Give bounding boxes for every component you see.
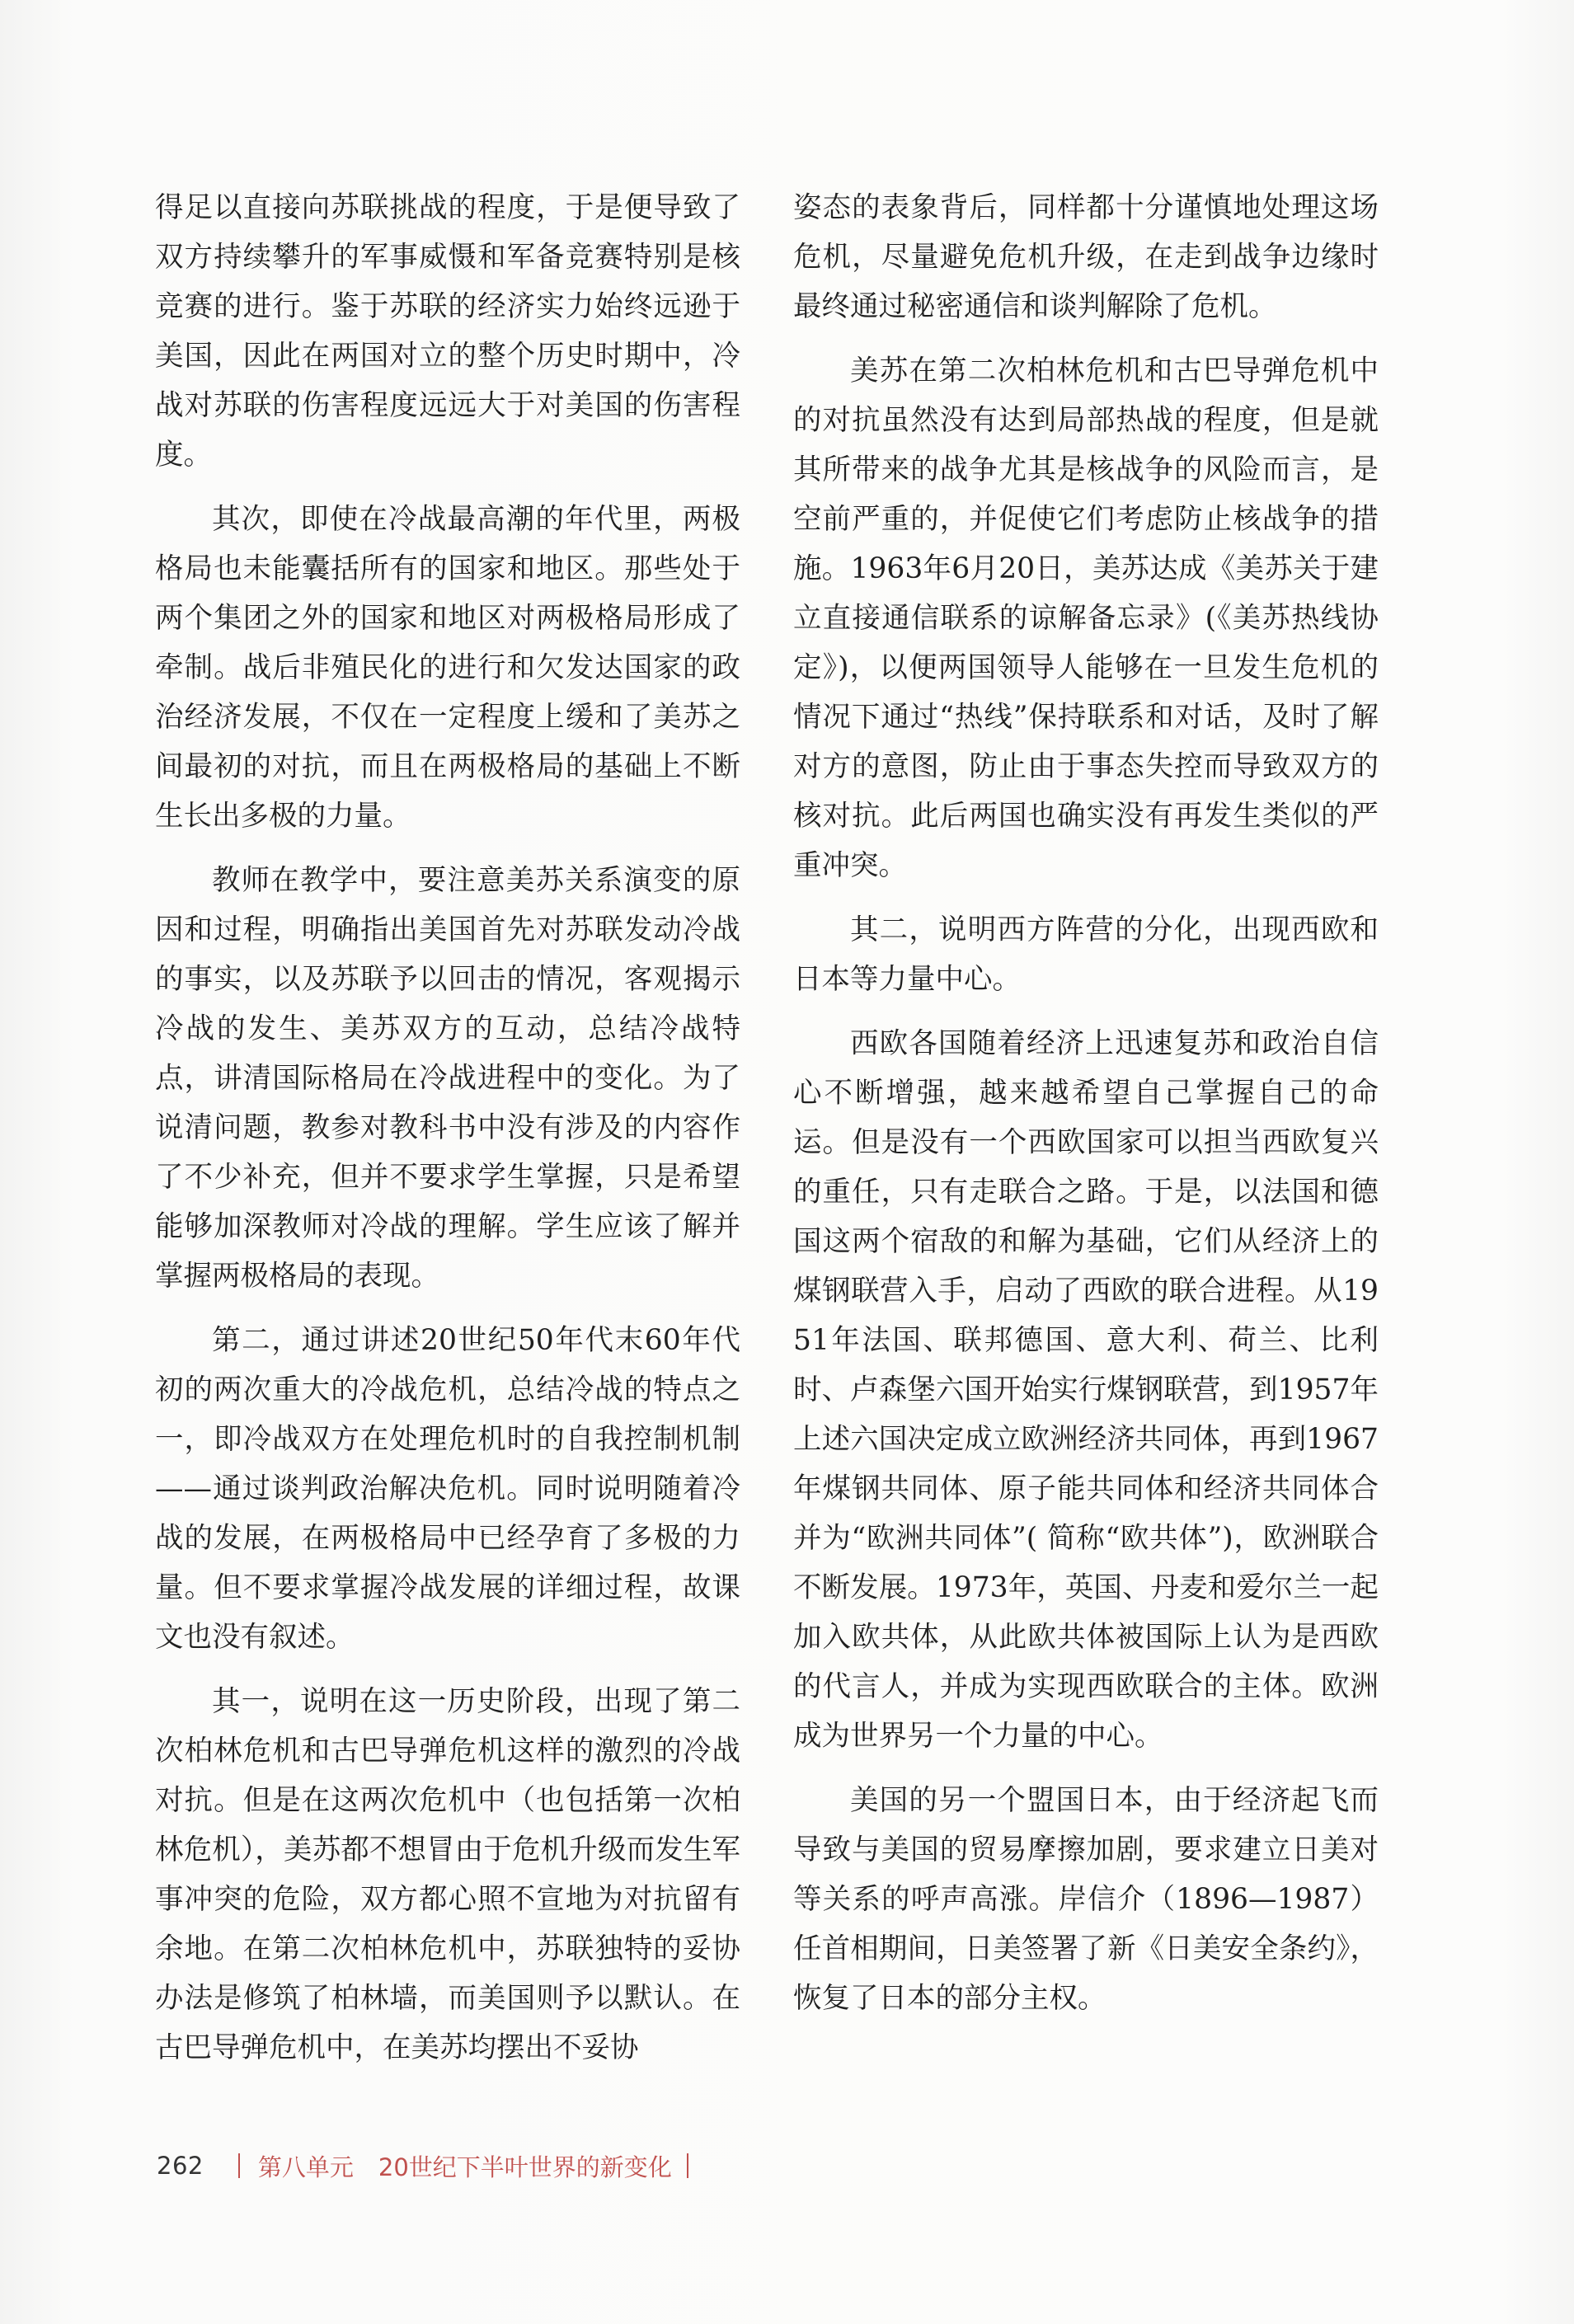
footer-divider-end: [687, 2153, 688, 2178]
page-number: 262: [157, 2152, 204, 2180]
paragraph: 第二，通过讲述20世纪50年代末60年代初的两次重大的冷战危机，总结冷战的特点之一，即冷战双方在处理危机时的自我控制机制——通过谈判政治解决危机。同时说明随着冷战的发展，在两极格局中已经孕育了多极的力量。但不要求掌握冷战发展的详细过程，故课文也没有叙述。: [155, 1324, 740, 1654]
unit-label: 第八单元: [257, 2153, 354, 2181]
paragraph: 得足以直接向苏联挑战的程度，于是便导致了双方持续攀升的军事威慑和军备竞赛特别是核竞赛的进行。鉴于苏联的经济实力始终远逊于美国，因此在两国对立的整个历史时期中，冷战对苏联的伤害程度远远大于对美国的伤害程度。: [155, 191, 740, 472]
paragraph: 教师在教学中，要注意美苏关系演变的原因和过程，明确指出美国首先对苏联发动冷战的事实，以及苏联予以回击的情况，客观揭示冷战的发生、美苏双方的互动，总结冷战特点，讲清国际格局在冷战进程中的变化。为了说清问题，教参对教科书中没有涉及的内容作了不少补充，但并不要求学生掌握，只是希望能够加深教师对冷战的理解。学生应该了解并掌握两极格局的表现。: [155, 864, 740, 1293]
page-footer: [157, 2145, 688, 2186]
paragraph: 美苏在第二次柏林危机和古巴导弹危机中的对抗虽然没有达到局部热战的程度，但是就其所带来的战争尤其是核战争的风险而言，是空前严重的，并促使它们考虑防止核战争的措施。1963年6月20日，美苏达成《美苏关于建立直接通信联系的谅解备忘录》(《美苏热线协定》)，以便两国领导人能够在一旦发生危机的情况下通过“热线”保持联系和对话，及时了解对方的意图，防止由于事态失控而导致双方的核对抗。此后两国也确实没有再发生类似的严重冲突。: [793, 354, 1379, 882]
paragraph: 姿态的表象背后，同样都十分谨慎地处理这场危机，尽量避免危机升级，在走到战争边缘时最终通过秘密通信和谈判解除了危机。: [793, 191, 1379, 323]
left-text-column: [155, 183, 740, 2087]
paragraph: 其一，说明在这一历史阶段，出现了第二次柏林危机和古巴导弹危机这样的激烈的冷战对抗。但是在这两次危机中（也包括第一次柏林危机），美苏都不想冒由于危机升级而发生军事冲突的危险，双方都心照不宣地为对抗留有余地。在第二次柏林危机中，苏联独特的妥协办法是修筑了柏林墙，而美国则予以默认。在古巴导弹危机中，在美苏均摆出不妥协: [155, 1685, 740, 2064]
paragraph: 美国的另一个盟国日本，由于经济起飞而导致与美国的贸易摩擦加剧，要求建立日美对等关系的呼声高涨。岸信介（1896—1987）任首相期间，日美签署了新《日美安全条约》，恢复了日本的部分主权。: [793, 1784, 1379, 2015]
footer-divider: [238, 2153, 240, 2178]
paragraph: 西欧各国随着经济上迅速复苏和政治自信心不断增强，越来越希望自己掌握自己的命运。但是没有一个西欧国家可以担当西欧复兴的重任，只有走联合之路。于是，以法国和德国这两个宿敌的和解为基础，它们从经济上的煤钢联营入手，启动了西欧的联合进程。从1951年法国、联邦德国、意大利、荷兰、比利时、卢森堡六国开始实行煤钢联营，到1957年上述六国决定成立欧洲经济共同体，再到1967年煤钢共同体、原子能共同体和经济共同体合并为“欧洲共同体”( 简称“欧共体”)，欧洲联合不断发展。1973年，英国、丹麦和爱尔兰一起加入欧共体，从此欧共体被国际上认为是西欧的代言人，并成为实现西欧联合的主体。欧洲成为世界另一个力量的中心。: [793, 1027, 1379, 1753]
paragraph: 其二，说明西方阵营的分化，出现西欧和日本等力量中心。: [793, 913, 1379, 996]
paragraph: 其次，即使在冷战最高潮的年代里，两极格局也未能囊括所有的国家和地区。那些处于两个集团之外的国家和地区对两极格局形成了牵制。战后非殖民化的进行和欠发达国家的政治经济发展，不仅在一定程度上缓和了美苏之间最初的对抗，而且在两极格局的基础上不断生长出多极的力量。: [155, 503, 740, 833]
unit-title: 20世纪下半叶世界的新变化: [378, 2153, 672, 2181]
right-text-column: [793, 183, 1379, 2038]
